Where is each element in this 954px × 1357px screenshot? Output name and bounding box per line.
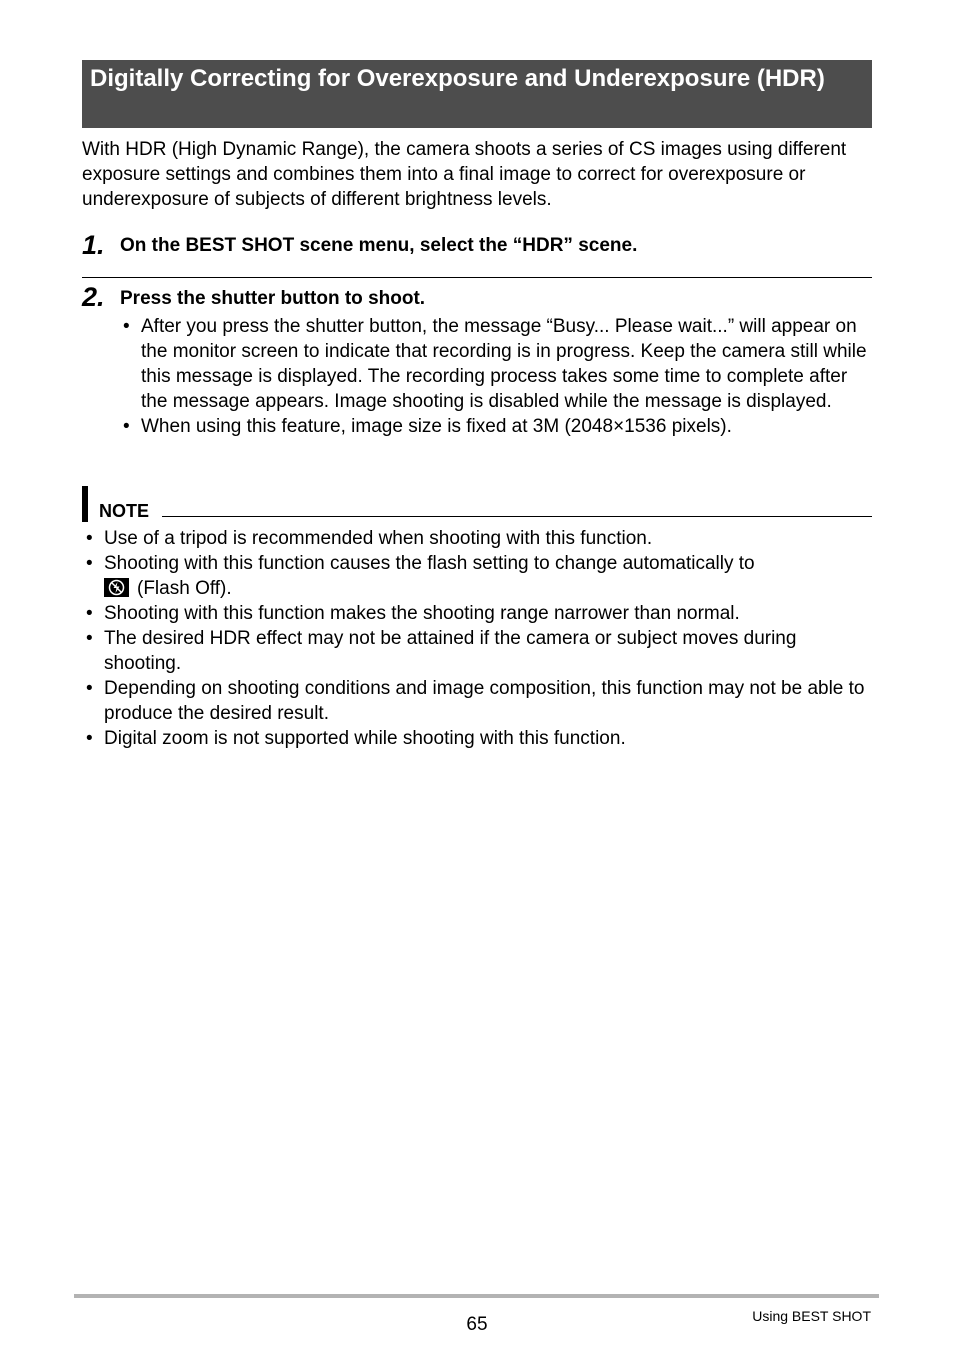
section-name: Using BEST SHOT: [752, 1308, 871, 1324]
note-marker: [82, 486, 88, 522]
flash-off-icon: [104, 578, 129, 597]
list-item: • Depending on shooting conditions and image composition, this function may not be able to produce the desired result.: [104, 676, 874, 726]
list-item: • Use of a tripod is recommended when shooting with this function.: [104, 526, 874, 551]
list-item: • Shooting with this function makes the shooting range narrower than normal.: [104, 601, 874, 626]
note-label: NOTE: [99, 501, 150, 521]
list-item-text: Shooting with this function causes the flash setting to change automatically to: [104, 553, 755, 574]
list-item: [104, 551, 874, 601]
list-item: • Digital zoom is not supported while shooting with this function.: [104, 726, 874, 751]
step-text: Press the shutter button to shoot.: [120, 288, 426, 309]
list-item-text: (Flash Off).: [137, 578, 232, 599]
step-number: 1.: [82, 230, 105, 260]
page-title: [82, 60, 872, 128]
note-divider: [162, 516, 872, 517]
step-divider: [82, 277, 872, 278]
list-item: • The desired HDR effect may not be attained if the camera or subject moves during shooting.: [104, 626, 874, 676]
intro-paragraph: With HDR (High Dynamic Range), the camera shoots a series of CS images using different exposure settings and combines them into a final image to correct for overexposure or underexposure of subjects of different brightness levels.: [82, 139, 847, 210]
list-item: • When using this feature, image size is fixed at 3M (2048×1536 pixels).: [141, 414, 876, 439]
page-title-text: Digitally Correcting for Overexposure and Underexposure (HDR): [90, 65, 825, 92]
step-text: On the BEST SHOT scene menu, select the “HDR” scene.: [120, 235, 638, 256]
step-number: 2.: [82, 282, 105, 312]
list-item: • After you press the shutter button, the message “Busy... Please wait...” will appear on the monitor screen to indicate that recording is in progress. Keep the camera still while this message is displayed. The recording process takes some time to complete after the message appears. Image shooting is disabled while the message is displayed.: [141, 314, 876, 414]
step-2-bullets: [141, 314, 876, 439]
note-bullets: [104, 526, 874, 751]
page-number: 65: [466, 1314, 488, 1335]
footer-divider: [74, 1294, 879, 1298]
